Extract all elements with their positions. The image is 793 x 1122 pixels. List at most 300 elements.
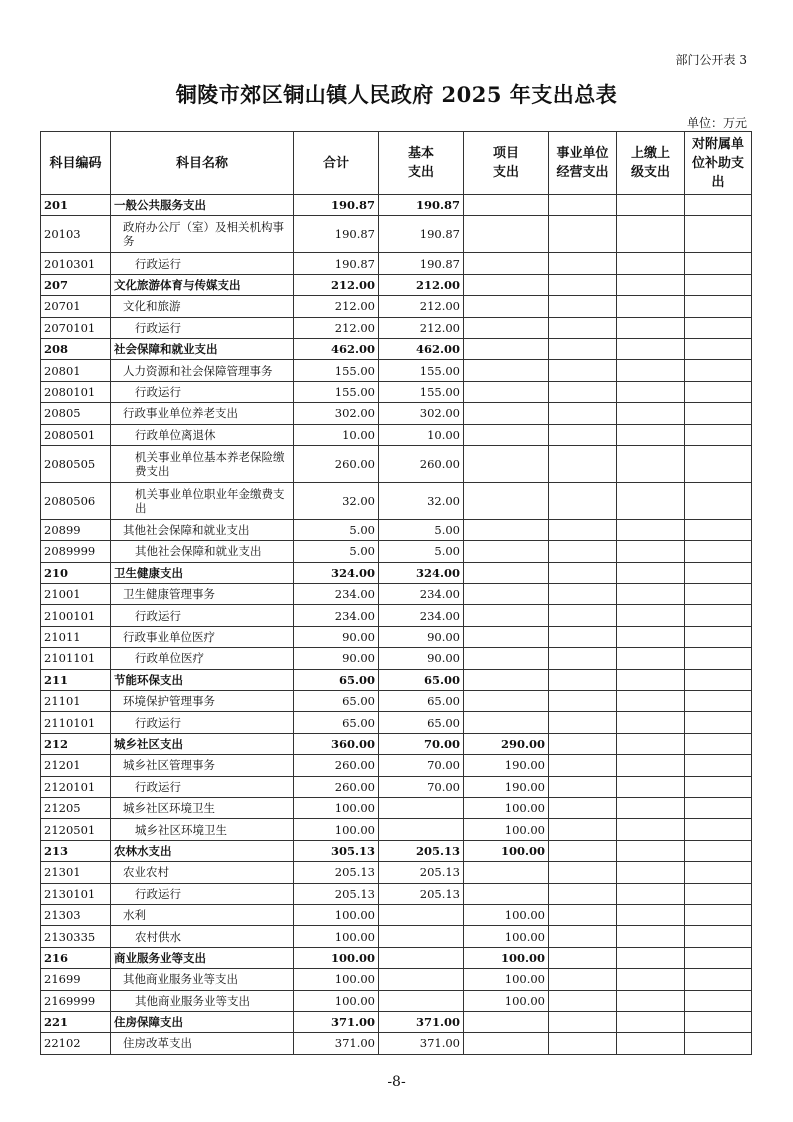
cell-project — [464, 317, 549, 338]
cell-business — [549, 990, 617, 1011]
cell-subsidy — [685, 1011, 752, 1032]
cell-project — [464, 338, 549, 359]
table-row — [41, 947, 752, 968]
cell-project — [464, 626, 549, 647]
cell-code: 21201 — [41, 755, 111, 776]
cell-upper — [617, 862, 685, 883]
cell-subsidy — [685, 1033, 752, 1054]
cell-business — [549, 669, 617, 690]
table-row — [41, 360, 752, 381]
cell-code: 2070101 — [41, 317, 111, 338]
table-row — [41, 755, 752, 776]
cell-code: 2080501 — [41, 424, 111, 445]
table-row — [41, 562, 752, 583]
cell-business — [549, 755, 617, 776]
table-row — [41, 669, 752, 690]
cell-upper — [617, 904, 685, 925]
cell-name: 农村供水 — [111, 926, 294, 947]
table-row — [41, 216, 752, 253]
cell-upper — [617, 1033, 685, 1054]
cell-total: 212.00 — [294, 274, 379, 295]
cell-total: 305.13 — [294, 840, 379, 861]
cell-subsidy — [685, 712, 752, 733]
cell-subsidy — [685, 519, 752, 540]
cell-basic — [379, 926, 464, 947]
cell-basic: 371.00 — [379, 1011, 464, 1032]
cell-project — [464, 424, 549, 445]
cell-business — [549, 338, 617, 359]
cell-name: 行政运行 — [111, 883, 294, 904]
cell-subsidy — [685, 482, 752, 519]
table-row — [41, 274, 752, 295]
cell-basic: 70.00 — [379, 755, 464, 776]
cell-code: 212 — [41, 733, 111, 754]
cell-business — [549, 562, 617, 583]
cell-code: 21001 — [41, 584, 111, 605]
cell-subsidy — [685, 990, 752, 1011]
cell-business — [549, 605, 617, 626]
cell-project — [464, 360, 549, 381]
cell-subsidy — [685, 296, 752, 317]
cell-upper — [617, 926, 685, 947]
cell-subsidy — [685, 403, 752, 424]
cell-code: 213 — [41, 840, 111, 861]
cell-total: 100.00 — [294, 969, 379, 990]
cell-project — [464, 403, 549, 424]
cell-total: 90.00 — [294, 626, 379, 647]
cell-name: 农业农村 — [111, 862, 294, 883]
cell-business — [549, 840, 617, 861]
cell-upper — [617, 584, 685, 605]
table-row — [41, 317, 752, 338]
cell-basic: 5.00 — [379, 541, 464, 562]
cell-business — [549, 195, 617, 216]
table-row — [41, 926, 752, 947]
cell-business — [549, 862, 617, 883]
cell-basic: 90.00 — [379, 648, 464, 669]
cell-project — [464, 195, 549, 216]
cell-basic: 65.00 — [379, 712, 464, 733]
cell-project — [464, 584, 549, 605]
cell-total: 234.00 — [294, 605, 379, 626]
cell-subsidy — [685, 755, 752, 776]
cell-upper — [617, 797, 685, 818]
cell-business — [549, 648, 617, 669]
table-row — [41, 195, 752, 216]
cell-total: 65.00 — [294, 691, 379, 712]
cell-code: 210 — [41, 562, 111, 583]
cell-project — [464, 445, 549, 482]
cell-business — [549, 274, 617, 295]
cell-code: 2130101 — [41, 883, 111, 904]
cell-project — [464, 605, 549, 626]
cell-code: 201 — [41, 195, 111, 216]
cell-name: 住房改革支出 — [111, 1033, 294, 1054]
cell-project: 100.00 — [464, 797, 549, 818]
cell-basic — [379, 819, 464, 840]
cell-business — [549, 797, 617, 818]
cell-project — [464, 541, 549, 562]
cell-subsidy — [685, 969, 752, 990]
cell-subsidy — [685, 669, 752, 690]
expenditure-table — [40, 131, 752, 1055]
cell-subsidy — [685, 691, 752, 712]
cell-total: 371.00 — [294, 1033, 379, 1054]
cell-basic: 212.00 — [379, 317, 464, 338]
cell-basic: 205.13 — [379, 840, 464, 861]
cell-code: 2010301 — [41, 253, 111, 274]
cell-name: 环境保护管理事务 — [111, 691, 294, 712]
col-header-subsidy: 对附属单 位补助支 出 — [685, 132, 752, 195]
cell-project: 190.00 — [464, 755, 549, 776]
cell-code: 2169999 — [41, 990, 111, 1011]
cell-subsidy — [685, 360, 752, 381]
table-row — [41, 403, 752, 424]
cell-project — [464, 381, 549, 402]
cell-total: 5.00 — [294, 541, 379, 562]
table-row — [41, 1011, 752, 1032]
cell-project — [464, 691, 549, 712]
cell-project: 100.00 — [464, 947, 549, 968]
cell-total: 260.00 — [294, 445, 379, 482]
cell-subsidy — [685, 562, 752, 583]
cell-basic — [379, 947, 464, 968]
cell-upper — [617, 691, 685, 712]
cell-project — [464, 482, 549, 519]
cell-name: 行政事业单位医疗 — [111, 626, 294, 647]
cell-basic — [379, 797, 464, 818]
cell-code: 2130335 — [41, 926, 111, 947]
cell-upper — [617, 519, 685, 540]
cell-subsidy — [685, 381, 752, 402]
cell-subsidy — [685, 947, 752, 968]
cell-total: 100.00 — [294, 926, 379, 947]
cell-upper — [617, 253, 685, 274]
col-header-business: 事业单位 经营支出 — [549, 132, 617, 195]
cell-business — [549, 216, 617, 253]
table-row — [41, 253, 752, 274]
cell-code: 20801 — [41, 360, 111, 381]
cell-business — [549, 926, 617, 947]
cell-total: 155.00 — [294, 381, 379, 402]
cell-basic — [379, 990, 464, 1011]
cell-total: 205.13 — [294, 862, 379, 883]
cell-upper — [617, 317, 685, 338]
cell-name: 行政运行 — [111, 776, 294, 797]
cell-code: 2100101 — [41, 605, 111, 626]
cell-name: 商业服务业等支出 — [111, 947, 294, 968]
cell-total: 190.87 — [294, 253, 379, 274]
cell-subsidy — [685, 626, 752, 647]
cell-name: 节能环保支出 — [111, 669, 294, 690]
cell-upper — [617, 360, 685, 381]
cell-basic: 190.87 — [379, 195, 464, 216]
cell-upper — [617, 755, 685, 776]
unit-label: 单位：万元 — [686, 116, 747, 130]
cell-total: 155.00 — [294, 360, 379, 381]
cell-total: 371.00 — [294, 1011, 379, 1032]
cell-name: 文化和旅游 — [111, 296, 294, 317]
cell-basic — [379, 969, 464, 990]
cell-name: 卫生健康支出 — [111, 562, 294, 583]
cell-name: 行政运行 — [111, 253, 294, 274]
cell-business — [549, 381, 617, 402]
cell-total: 234.00 — [294, 584, 379, 605]
table-row — [41, 482, 752, 519]
cell-subsidy — [685, 424, 752, 445]
cell-code: 2101101 — [41, 648, 111, 669]
cell-total: 190.87 — [294, 216, 379, 253]
cell-basic: 65.00 — [379, 669, 464, 690]
cell-code: 21205 — [41, 797, 111, 818]
cell-upper — [617, 445, 685, 482]
cell-name: 卫生健康管理事务 — [111, 584, 294, 605]
cell-basic — [379, 904, 464, 925]
cell-project: 190.00 — [464, 776, 549, 797]
cell-project: 100.00 — [464, 819, 549, 840]
cell-project: 100.00 — [464, 840, 549, 861]
cell-total: 260.00 — [294, 755, 379, 776]
cell-code: 22102 — [41, 1033, 111, 1054]
cell-upper — [617, 648, 685, 669]
cell-subsidy — [685, 317, 752, 338]
cell-total: 100.00 — [294, 797, 379, 818]
cell-name: 城乡社区环境卫生 — [111, 819, 294, 840]
col-header-project: 项目 支出 — [464, 132, 549, 195]
cell-code: 20103 — [41, 216, 111, 253]
cell-project — [464, 883, 549, 904]
table-row — [41, 519, 752, 540]
cell-subsidy — [685, 253, 752, 274]
cell-name: 其他商业服务业等支出 — [111, 990, 294, 1011]
cell-subsidy — [685, 648, 752, 669]
cell-project — [464, 669, 549, 690]
cell-name: 行政单位离退休 — [111, 424, 294, 445]
cell-upper — [617, 424, 685, 445]
cell-business — [549, 445, 617, 482]
cell-business — [549, 1033, 617, 1054]
cell-code: 2080505 — [41, 445, 111, 482]
cell-name: 其他商业服务业等支出 — [111, 969, 294, 990]
table-row — [41, 691, 752, 712]
cell-code: 21101 — [41, 691, 111, 712]
cell-upper — [617, 819, 685, 840]
table-row — [41, 445, 752, 482]
cell-upper — [617, 605, 685, 626]
table-row — [41, 776, 752, 797]
cell-basic: 371.00 — [379, 1033, 464, 1054]
cell-name: 城乡社区管理事务 — [111, 755, 294, 776]
cell-total: 462.00 — [294, 338, 379, 359]
cell-code: 216 — [41, 947, 111, 968]
cell-upper — [617, 195, 685, 216]
cell-business — [549, 584, 617, 605]
cell-basic: 155.00 — [379, 360, 464, 381]
cell-basic: 65.00 — [379, 691, 464, 712]
table-row — [41, 381, 752, 402]
table-row — [41, 819, 752, 840]
cell-basic: 190.87 — [379, 253, 464, 274]
cell-upper — [617, 274, 685, 295]
cell-basic: 205.13 — [379, 883, 464, 904]
table-row — [41, 338, 752, 359]
cell-basic: 70.00 — [379, 776, 464, 797]
cell-basic: 32.00 — [379, 482, 464, 519]
cell-subsidy — [685, 904, 752, 925]
cell-project: 290.00 — [464, 733, 549, 754]
cell-business — [549, 969, 617, 990]
cell-basic: 324.00 — [379, 562, 464, 583]
cell-total: 324.00 — [294, 562, 379, 583]
cell-business — [549, 733, 617, 754]
cell-subsidy — [685, 584, 752, 605]
cell-name: 行政运行 — [111, 317, 294, 338]
cell-code: 221 — [41, 1011, 111, 1032]
cell-business — [549, 776, 617, 797]
cell-upper — [617, 733, 685, 754]
cell-basic: 190.87 — [379, 216, 464, 253]
table-row — [41, 541, 752, 562]
cell-upper — [617, 840, 685, 861]
cell-business — [549, 904, 617, 925]
cell-basic: 90.00 — [379, 626, 464, 647]
cell-project — [464, 1011, 549, 1032]
cell-name: 行政单位医疗 — [111, 648, 294, 669]
cell-business — [549, 317, 617, 338]
cell-business — [549, 541, 617, 562]
cell-code: 2110101 — [41, 712, 111, 733]
cell-business — [549, 424, 617, 445]
cell-total: 190.87 — [294, 195, 379, 216]
cell-project: 100.00 — [464, 969, 549, 990]
cell-code: 208 — [41, 338, 111, 359]
cell-subsidy — [685, 862, 752, 883]
cell-basic: 10.00 — [379, 424, 464, 445]
cell-upper — [617, 216, 685, 253]
cell-business — [549, 482, 617, 519]
cell-business — [549, 712, 617, 733]
cell-total: 205.13 — [294, 883, 379, 904]
cell-basic: 205.13 — [379, 862, 464, 883]
cell-name: 政府办公厅（室）及相关机构事务 — [111, 216, 294, 253]
cell-name: 住房保障支出 — [111, 1011, 294, 1032]
cell-total: 90.00 — [294, 648, 379, 669]
cell-code: 211 — [41, 669, 111, 690]
cell-basic: 155.00 — [379, 381, 464, 402]
cell-upper — [617, 969, 685, 990]
cell-code: 21303 — [41, 904, 111, 925]
cell-total: 212.00 — [294, 296, 379, 317]
cell-name: 城乡社区环境卫生 — [111, 797, 294, 818]
cell-basic: 462.00 — [379, 338, 464, 359]
cell-upper — [617, 562, 685, 583]
cell-business — [549, 691, 617, 712]
col-header-basic: 基本 支出 — [379, 132, 464, 195]
cell-subsidy — [685, 797, 752, 818]
cell-basic: 70.00 — [379, 733, 464, 754]
cell-business — [549, 403, 617, 424]
cell-name: 人力资源和社会保障管理事务 — [111, 360, 294, 381]
cell-business — [549, 519, 617, 540]
cell-code: 2080506 — [41, 482, 111, 519]
cell-basic: 260.00 — [379, 445, 464, 482]
cell-subsidy — [685, 733, 752, 754]
cell-business — [549, 1011, 617, 1032]
cell-subsidy — [685, 216, 752, 253]
cell-name: 城乡社区支出 — [111, 733, 294, 754]
cell-project — [464, 862, 549, 883]
cell-code: 21699 — [41, 969, 111, 990]
cell-code: 2120501 — [41, 819, 111, 840]
cell-subsidy — [685, 819, 752, 840]
cell-basic: 5.00 — [379, 519, 464, 540]
cell-upper — [617, 626, 685, 647]
cell-subsidy — [685, 195, 752, 216]
cell-project: 100.00 — [464, 926, 549, 947]
cell-upper — [617, 338, 685, 359]
cell-name: 水利 — [111, 904, 294, 925]
cell-name: 社会保障和就业支出 — [111, 338, 294, 359]
cell-total: 100.00 — [294, 904, 379, 925]
page-title: 铜陵市郊区铜山镇人民政府 2025 年支出总表 — [175, 82, 618, 107]
table-row — [41, 648, 752, 669]
cell-name: 行政事业单位养老支出 — [111, 403, 294, 424]
cell-total: 5.00 — [294, 519, 379, 540]
table-header-row — [41, 132, 752, 195]
cell-basic: 234.00 — [379, 605, 464, 626]
cell-code: 207 — [41, 274, 111, 295]
table-row — [41, 990, 752, 1011]
cell-total: 100.00 — [294, 947, 379, 968]
cell-subsidy — [685, 274, 752, 295]
cell-upper — [617, 883, 685, 904]
table-row — [41, 584, 752, 605]
cell-upper — [617, 712, 685, 733]
cell-project: 100.00 — [464, 990, 549, 1011]
cell-subsidy — [685, 445, 752, 482]
cell-name: 行政运行 — [111, 605, 294, 626]
cell-code: 21301 — [41, 862, 111, 883]
col-header-name: 科目名称 — [111, 132, 294, 195]
cell-name: 其他社会保障和就业支出 — [111, 519, 294, 540]
form-label: 部门公开表 3 — [675, 53, 747, 67]
table-row — [41, 904, 752, 925]
cell-upper — [617, 776, 685, 797]
cell-business — [549, 883, 617, 904]
cell-total: 260.00 — [294, 776, 379, 797]
page-number: -8- — [387, 1074, 406, 1090]
cell-total: 10.00 — [294, 424, 379, 445]
cell-total: 302.00 — [294, 403, 379, 424]
cell-basic: 234.00 — [379, 584, 464, 605]
table-row — [41, 1033, 752, 1054]
cell-code: 2080101 — [41, 381, 111, 402]
table-row — [41, 797, 752, 818]
cell-subsidy — [685, 926, 752, 947]
table-row — [41, 969, 752, 990]
cell-name: 行政运行 — [111, 712, 294, 733]
cell-name: 行政运行 — [111, 381, 294, 402]
cell-subsidy — [685, 605, 752, 626]
cell-project — [464, 648, 549, 669]
cell-business — [549, 819, 617, 840]
cell-basic: 302.00 — [379, 403, 464, 424]
cell-business — [549, 253, 617, 274]
cell-business — [549, 626, 617, 647]
table-row — [41, 733, 752, 754]
cell-business — [549, 947, 617, 968]
cell-subsidy — [685, 883, 752, 904]
